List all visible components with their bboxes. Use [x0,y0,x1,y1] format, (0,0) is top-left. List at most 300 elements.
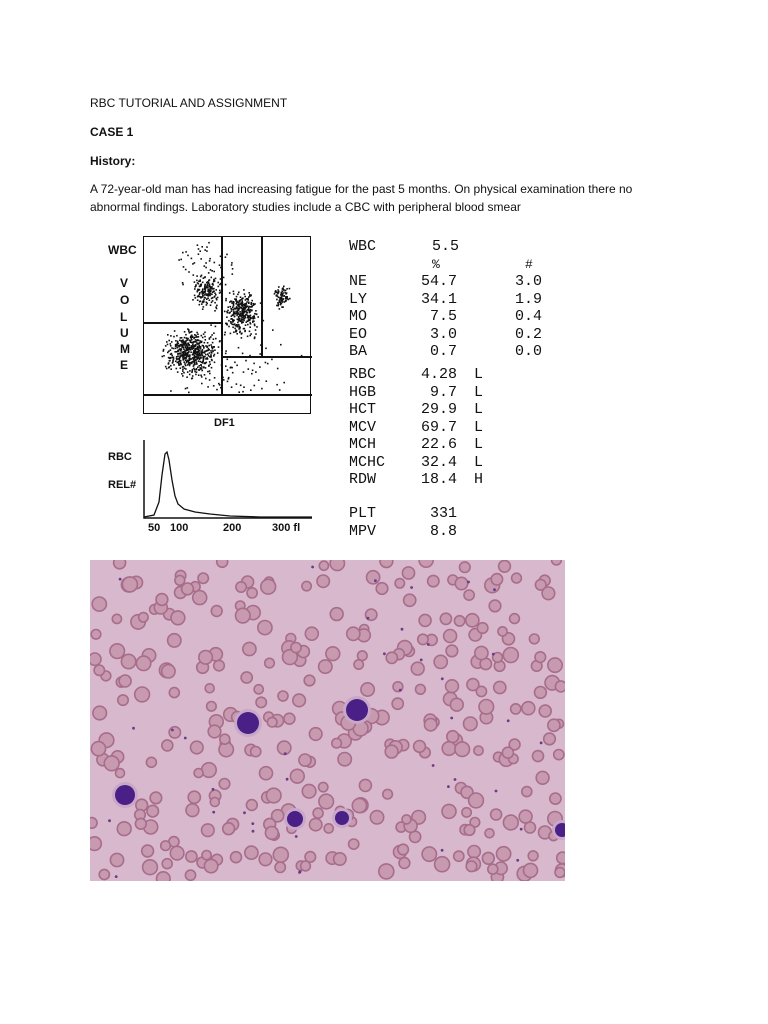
rbc-index-name: MCH [349,436,377,453]
red-cell [330,608,343,621]
scatter-dot [183,372,185,374]
scatter-dot [185,365,187,367]
scatter-dot [214,310,216,312]
scatter-dot [191,378,193,380]
scatter-dot [211,367,213,369]
rbc-index-value: 9.7 [412,383,458,401]
red-cell [142,845,154,857]
rbc-index-value: 18.4 [412,471,458,488]
scatter-dot [218,346,220,348]
scatter-dot [231,367,233,369]
scatter-dot [200,297,202,299]
scatter-dot [224,334,226,336]
scatter-dot [242,305,244,307]
scatter-dot [181,355,183,357]
scatter-dot [249,326,251,328]
red-cell [90,653,101,665]
scatter-dot [199,293,201,295]
red-cell [548,719,560,731]
scatter-dot [280,294,282,296]
scatter-dot [202,308,204,310]
scatter-dot [187,353,189,355]
red-cell [402,815,411,824]
x-axis-label: DF1 [214,417,235,429]
scatter-dot [231,264,233,266]
scatter-dot [282,292,284,294]
scatter-dot [212,342,214,344]
y-axis-letter: V [120,276,129,290]
scatter-dot [187,342,189,344]
red-cell [220,734,230,744]
scatter-dot [216,305,218,307]
red-cell [254,685,263,694]
scatter-dot [167,352,169,354]
scatter-dot [193,350,195,352]
scatter-dot [195,348,197,350]
scatter-dot [241,320,243,322]
red-cell [411,662,424,675]
scatter-dot [204,332,206,334]
scatter-dot [251,310,253,312]
scatter-dot [177,343,179,345]
scatter-dot [240,302,242,304]
scatter-dot [189,362,191,364]
white-cell-nucleus [335,811,349,825]
platelet [286,778,289,781]
scatter-dot [243,371,245,373]
scatter-dot [185,359,187,361]
scatter-dot [231,386,233,388]
scatter-dot [204,356,206,358]
scatter-dot [185,388,187,390]
scatter-dot [277,368,279,370]
scatter-dot [209,364,211,366]
red-cell [392,698,403,709]
scatter-dot [197,334,199,336]
scatter-dot [246,301,248,303]
scatter-dot [186,362,188,364]
platelet [420,659,423,662]
scatter-dot [240,313,242,315]
scatter-dot [202,295,204,297]
scatter-dot [248,292,250,294]
red-cell [284,713,295,724]
scatter-dot [279,298,281,300]
white-cell-nucleus [115,785,135,805]
scatter-dot [241,321,243,323]
red-cell [210,798,219,807]
scatter-dot [180,259,182,261]
scatter-dot [209,352,211,354]
red-cell [182,583,194,595]
scatter-dot [184,343,186,345]
scatter-dot [205,339,207,341]
scatter-dot [242,310,244,312]
scatter-dot [253,318,255,320]
scatter-dot [173,348,175,350]
scatter-dot [224,332,226,334]
scatter-dot [186,344,188,346]
scatter-dot [186,376,188,378]
red-cell [519,810,532,823]
scatter-dot [201,246,203,248]
scatter-dot [211,334,213,336]
scatter-dot [238,292,240,294]
red-cell [94,665,104,675]
scatter-dot [247,299,249,301]
scatter-dot [213,271,215,273]
red-cell [251,747,261,757]
scatter-dot [214,354,216,356]
scatter-dot [206,302,208,304]
scatter-dot [231,309,233,311]
scatter-dot [229,306,231,308]
scatter-dot [250,295,252,297]
scatter-dot [215,326,217,328]
scatter-dot [234,362,236,364]
scatter-dot [211,360,213,362]
scatter-dot [187,371,189,373]
platelet [520,828,523,831]
red-cell [258,621,272,635]
scatter-dot [173,336,175,338]
scatter-dot [216,299,218,301]
scatter-dot [256,326,258,328]
histogram-tick: 200 [223,522,242,534]
scatter-dot [178,363,180,365]
red-cell [208,725,221,738]
scatter-dot [246,303,248,305]
scatter-dot [185,334,187,336]
scatter-dot [194,337,196,339]
scatter-dot [280,304,282,306]
red-cell [92,597,106,611]
document-title: RBC TUTORIAL AND ASSIGNMENT [90,96,288,110]
red-cell [442,804,456,818]
scatter-dot [213,279,215,281]
scatter-dot [277,305,279,307]
scatter-dot [197,355,199,357]
scatter-dot [190,351,192,353]
scatter-dot [170,390,172,392]
red-cell [370,811,383,824]
scatter-dot [184,368,186,370]
red-cell [319,660,332,673]
scatter-dot [211,270,213,272]
scatter-dot [244,307,246,309]
scatter-dot [189,347,191,349]
red-cell [245,846,258,859]
scatter-dot [182,366,184,368]
scatter-dot [203,306,205,308]
red-cell [302,784,316,798]
scatter-dot [194,262,196,264]
scatter-dot [232,307,234,309]
histogram-axes [144,440,312,518]
red-cell [162,859,172,869]
scatter-dot [200,346,202,348]
scatter-dot [179,340,181,342]
scatter-dot [178,259,180,261]
red-cell [162,665,175,678]
scatter-dot [215,294,217,296]
scatter-dot [183,266,185,268]
scatter-dot [230,321,232,323]
red-cell [223,823,235,835]
red-cell [259,853,272,866]
scatter-dot [231,310,233,312]
scatter-dot [201,283,203,285]
scatter-dot [249,306,251,308]
red-cell [497,847,511,861]
red-cell [146,757,156,767]
scatter-dot [276,384,278,386]
scatter-dot [212,348,214,350]
scatter-dot [243,289,245,291]
platelet [454,778,457,781]
red-cell [479,700,494,715]
scatter-dot [215,338,217,340]
scatter-dot [214,349,216,351]
red-cell [326,647,340,661]
red-cell [498,627,507,636]
red-cell [467,679,479,691]
rbc-index-flag: H [474,471,484,488]
scatter-dot [204,265,206,267]
platelet [441,677,444,680]
scatter-dot [245,299,247,301]
scatter-dot [208,290,210,292]
red-cell [122,577,137,592]
scatter-dot [281,292,283,294]
scatter-dot [188,331,190,333]
platelet [252,830,255,833]
scatter-dot [250,333,252,335]
scatter-dot [180,362,182,364]
platelet [492,653,495,656]
histogram-label-bottom: REL# [108,479,137,491]
platelet-value: 331 [412,505,458,522]
scatter-dot [185,347,187,349]
scatter-dot [244,328,246,330]
red-cell [361,683,374,696]
scatter-dot [193,357,195,359]
scatter-dot [201,383,203,385]
red-cell [511,704,521,714]
scatter-dot [199,304,201,306]
red-cell [352,799,366,813]
scatter-dot [179,349,181,351]
scatter-dot [254,303,256,305]
scatter-dot [285,300,287,302]
scatter-dot [213,332,215,334]
scatter-dot [204,374,206,376]
red-cell [90,837,101,851]
scatter-dot [213,338,215,340]
scatter-dot [186,337,188,339]
scatter-dot [263,320,265,322]
scatter-dot [267,363,269,365]
scatter-dot [212,300,214,302]
platelet [212,811,215,814]
scatter-dot [251,300,253,302]
red-cell [93,706,107,720]
scatter-dot [285,290,287,292]
scatter-dot [189,332,191,334]
scatter-dot [277,291,279,293]
scatter-dot [206,250,208,252]
scatter-dot [237,302,239,304]
scatter-dot [184,353,186,355]
red-cell [334,853,346,865]
red-cell [440,613,451,624]
scatter-dot [248,302,250,304]
scatter-dot [185,368,187,370]
scatter-dot [232,372,234,374]
scatter-dot [254,338,256,340]
differential-count: 0.4 [515,308,543,325]
red-cell [522,702,535,715]
scatter-dot [185,342,187,344]
red-cell [385,745,398,758]
red-cell [466,614,479,627]
red-cell [309,728,322,741]
red-cell [494,681,506,693]
scatter-dot [175,344,177,346]
red-cell [380,560,393,568]
red-cell [455,577,467,589]
platelet [447,785,450,788]
platelet [441,849,444,852]
scatter-dot [232,268,234,270]
red-cell [302,581,311,590]
scatter-dot [194,371,196,373]
red-cell [548,658,562,672]
scatter-dot [200,340,202,342]
scatter-dot [235,331,237,333]
scatter-dot [198,336,200,338]
scatter-dot [168,340,170,342]
scatter-dot [193,354,195,356]
red-cell [214,660,225,671]
scatter-dot [183,361,185,363]
scatter-dot [175,361,177,363]
scatter-dot [248,309,250,311]
scatter-dot [240,296,242,298]
scatter-dot [211,277,213,279]
red-cell [450,698,463,711]
scatter-dot [235,313,237,315]
scatter-dot [203,299,205,301]
red-cell [236,608,251,623]
red-cell [118,695,128,705]
scatter-dot [195,356,197,358]
scatter-dot [196,275,198,277]
scatter-dot [197,291,199,293]
scatter-dot [202,337,204,339]
scatter-dot [225,350,227,352]
scatter-dot [289,288,291,290]
scatter-dot [176,368,178,370]
scatter-dot [233,305,235,307]
scatter-dot [212,288,214,290]
scatter-dot [177,350,179,352]
scatter-dot [167,334,169,336]
scatter-dot [184,363,186,365]
platelet [467,581,470,584]
scatter-dot [210,324,212,326]
red-cell [338,753,351,766]
scatter-dot [199,289,201,291]
red-cell [419,614,431,626]
red-cell [383,789,393,799]
scatter-dot [209,338,211,340]
scatter-dot [163,355,165,357]
red-cell [524,863,538,877]
red-cell [112,614,121,623]
red-cell [265,658,275,668]
platelet [507,719,510,722]
red-cell [462,808,471,817]
rbc-index-name: HCT [349,401,377,418]
red-cell [446,645,458,657]
histogram-tick: 50 [148,522,161,534]
scatter-dot [216,308,218,310]
scatter-dot [196,336,198,338]
scatter-dot [246,314,248,316]
red-cell [204,859,217,872]
case-label: CASE 1 [90,125,134,139]
scatter-dot [271,359,273,361]
scatter-dot [238,328,240,330]
scatter-dot [170,343,172,345]
red-cell [485,829,494,838]
scatter-dot [213,385,215,387]
red-cell [464,717,478,731]
scatter-dot [266,380,268,382]
red-cell [330,560,344,571]
scatter-dot [202,300,204,302]
scatter-dot [235,325,237,327]
gate-line [221,237,223,395]
red-cell [305,627,318,640]
scatter-dot [200,300,202,302]
red-cell [536,771,549,784]
count-header: # [525,257,533,272]
scatter-dot [163,349,165,351]
scatter-dot [229,312,231,314]
scatter-dot [170,335,172,337]
red-cell [139,613,148,622]
scatter-dot [195,350,197,352]
scatter-dot [228,378,230,380]
differential-name: LY [349,290,368,308]
scatter-dot [249,320,251,322]
red-cell [293,694,306,707]
scatter-dot [226,311,228,313]
red-cell [278,741,291,754]
scatter-dot [174,351,176,353]
platelet [367,617,370,620]
red-cell [502,747,513,758]
scatter-dot [214,292,216,294]
scatter-dot [206,362,208,364]
scatter-dot [205,262,207,264]
red-cell [186,804,199,817]
white-cell-nucleus [287,811,303,827]
scatter-dot [172,362,174,364]
wbc-scatterplot [143,236,311,414]
